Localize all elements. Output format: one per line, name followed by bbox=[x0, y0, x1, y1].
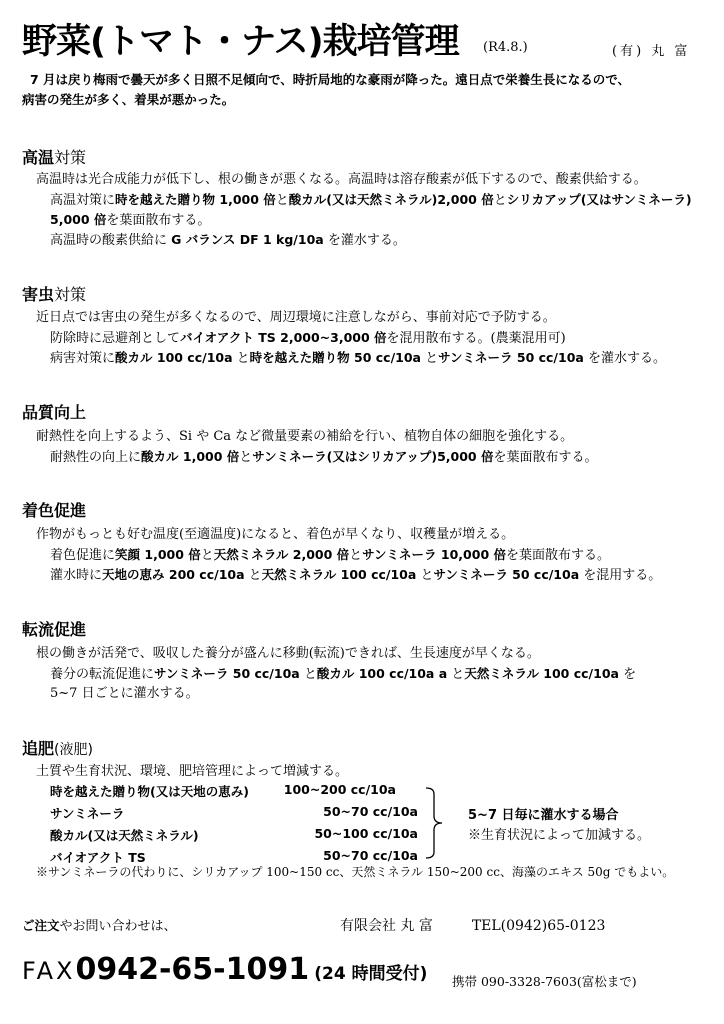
section-heading: 品質向上 bbox=[22, 403, 87, 422]
intro-line: 7 月は戻り梅雨で曇天が多く日照不足傾向で、時折局地的な豪雨が降った。遠日点で栄養生長になるので、 bbox=[30, 72, 631, 87]
fax-number: 0942-65-1091 bbox=[75, 952, 310, 987]
section-line: 高温時は光合成能力が低下し、根の働きが悪くなる。高温時は溶存酸素が低下するので、酸素供給する。 bbox=[36, 172, 647, 187]
product-amount: 50~100 cc/10a bbox=[314, 826, 418, 841]
order-inquiry: ご注文やお問い合わせは、 bbox=[22, 918, 177, 934]
company-name: 有限会社 丸 富 bbox=[340, 918, 433, 934]
table-row bbox=[50, 804, 430, 826]
phone-number: TEL(0942)65-0123 bbox=[471, 918, 606, 934]
fertilizer-note: ※生育状況によって加減する。 bbox=[468, 828, 651, 843]
fax-hours: (24 時間受付) bbox=[314, 964, 428, 984]
footer-contact bbox=[340, 915, 605, 935]
product-name: 時を越えた贈り物(又は天地の恵み) bbox=[50, 784, 249, 799]
company-name-header: (有) 丸 富 bbox=[612, 44, 691, 59]
section-heading: 追肥(液肥) bbox=[22, 739, 93, 758]
intro-paragraph bbox=[22, 70, 720, 110]
product-name: サンミネーラ bbox=[50, 806, 125, 821]
curly-brace-icon bbox=[424, 786, 446, 860]
section-heading: 害虫対策 bbox=[22, 285, 87, 304]
page-title: 野菜(トマト・ナス)栽培管理 bbox=[22, 22, 459, 62]
section-line: 土質や生育状況、環境、肥培管理によって増減する。 bbox=[36, 764, 349, 779]
product-name: バイオアクト TS bbox=[50, 850, 146, 865]
product-name: 酸カル(又は天然ミネラル) bbox=[50, 828, 199, 843]
mobile-number: 携帯 090-3328-7603(富松まで) bbox=[452, 974, 637, 989]
fax-line bbox=[22, 952, 427, 987]
section-heading: 着色促進 bbox=[22, 501, 87, 520]
section-line: 根の働きが活発で、吸収した養分が盛んに移動(転流)できれば、生長速度が早くなる。 bbox=[36, 646, 540, 661]
section-line: 養分の転流促進にサンミネーラ 50 cc/10a と酸カル 100 cc/10a a と天然ミネラル 100 cc/10a を bbox=[50, 666, 637, 682]
table-row bbox=[50, 826, 430, 848]
section-line: 高温時の酸素供給に G バランス DF 1 kg/10a を灌水する。 bbox=[50, 232, 406, 248]
product-amount: 50~70 cc/10a bbox=[323, 848, 418, 863]
product-amount: 100~200 cc/10a bbox=[283, 782, 396, 797]
section-line: 作物がもっとも好む温度(至適温度)になると、着色が早くなり、収穫量が増える。 bbox=[36, 527, 515, 542]
fax-label: FAX bbox=[22, 957, 76, 985]
issue-date: (R4.8.) bbox=[483, 40, 528, 55]
fertilizer-note-bold: 5~7 日毎に灌水する場合 bbox=[468, 808, 619, 823]
alternative-note: ※サンミネーラの代わりに、シリカアップ 100~150 cc、天然ミネラル 150~200 cc、海藻のエキス 50g でもよい。 bbox=[36, 865, 675, 879]
section-line: 灌水時に天地の恵み 200 cc/10a と天然ミネラル 100 cc/10a とサンミネーラ 50 cc/10a を混用する。 bbox=[50, 567, 662, 583]
section-line: 耐熱性の向上に酸カル 1,000 倍とサンミネーラ(又はシリカアップ)5,000 倍を葉面散布する。 bbox=[50, 449, 598, 465]
intro-line: 病害の発生が多く、着果が悪かった。 bbox=[22, 92, 235, 107]
product-amount: 50~70 cc/10a bbox=[323, 804, 418, 819]
section-line: 近日点では害虫の発生が多くなるので、周辺環境に注意しながら、事前対応で予防する。 bbox=[36, 310, 556, 325]
section-line: 耐熱性を向上するよう、Si や Ca など微量要素の補給を行い、植物自体の細胞を強化する。 bbox=[36, 429, 574, 444]
section-line: 着色促進に笑顔 1,000 倍と天然ミネラル 2,000 倍とサンミネーラ 10,000 倍を葉面散布する。 bbox=[50, 547, 611, 563]
section-heading: 高温対策 bbox=[22, 148, 87, 167]
section-heading: 転流促進 bbox=[22, 620, 87, 639]
section-line: 病害対策に酸カル 100 cc/10a と時を越えた贈り物 50 cc/10a とサンミネーラ 50 cc/10a を灌水する。 bbox=[50, 350, 666, 366]
table-row bbox=[50, 782, 430, 804]
section-line: 防除時に忌避剤としてバイオアクト TS 2,000~3,000 倍を混用散布する。(農薬混用可) bbox=[50, 330, 566, 346]
section-line: 高温対策に時を越えた贈り物 1,000 倍と酸カル(又は天然ミネラル)2,000 倍とシリカアップ(又はサンミネーラ) bbox=[50, 192, 692, 208]
section-line: 5,000 倍を葉面散布する。 bbox=[50, 212, 211, 228]
section-line: 5~7 日ごとに灌水する。 bbox=[50, 686, 199, 701]
